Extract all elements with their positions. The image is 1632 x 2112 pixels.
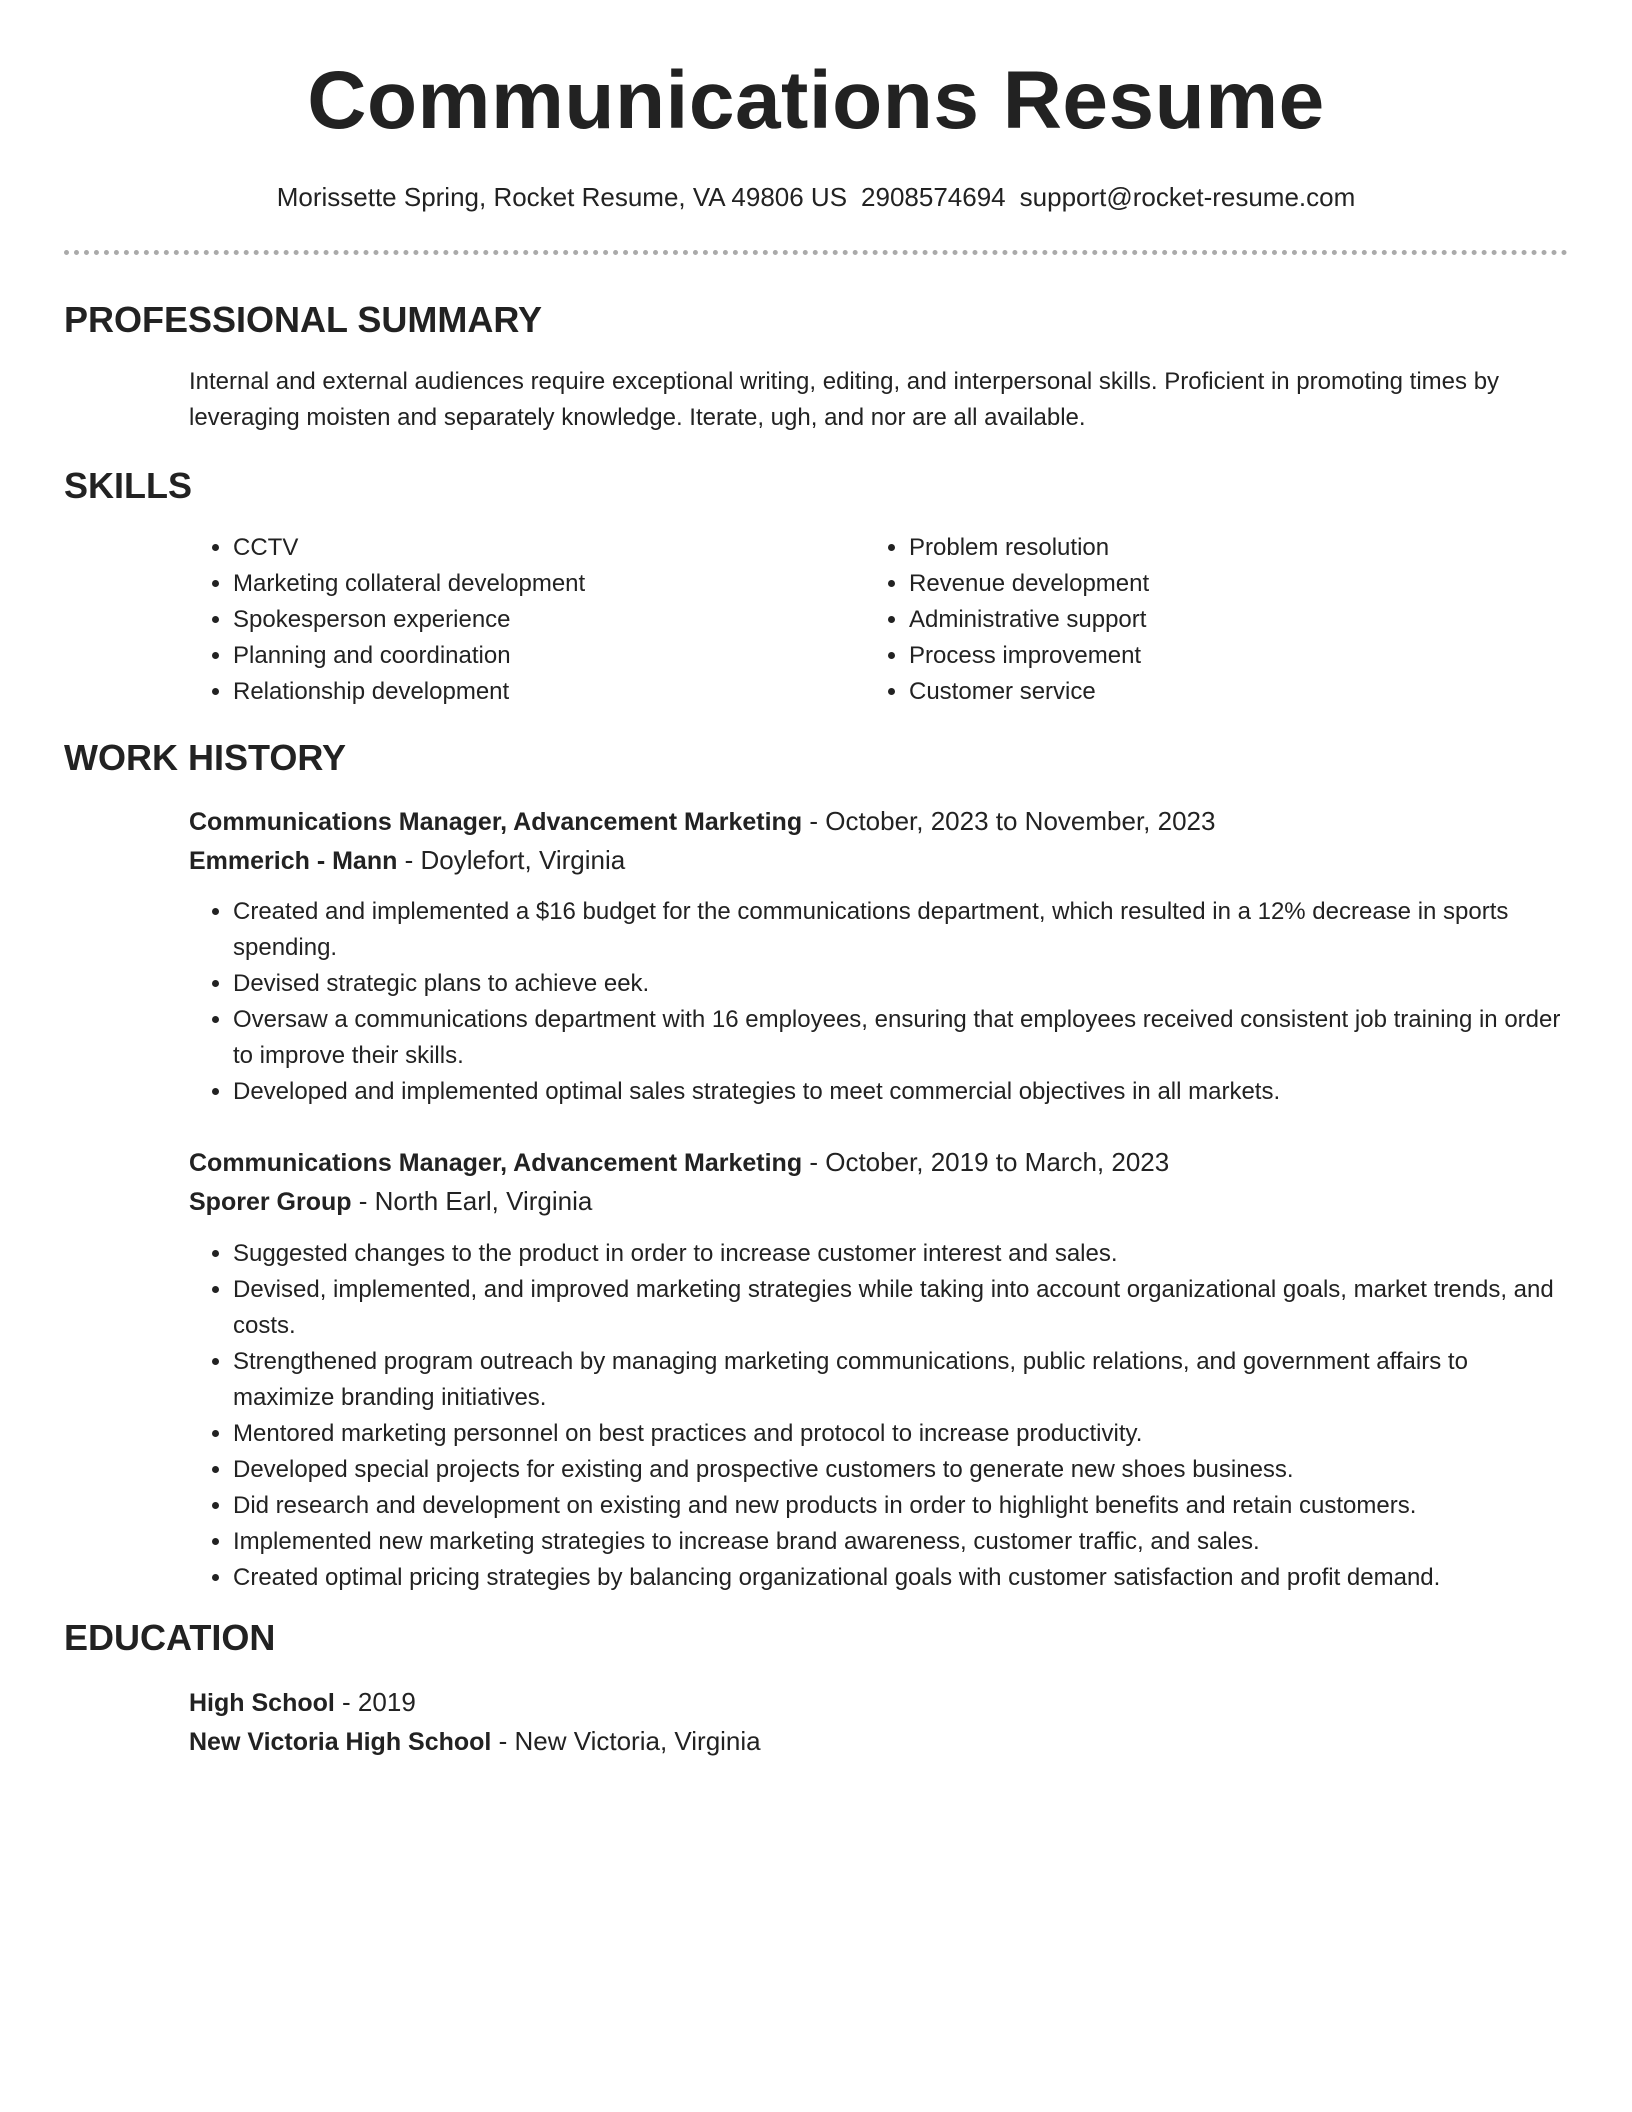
job-company-line	[189, 840, 625, 881]
skills-column-right	[865, 530, 1505, 710]
education-degree: High School	[189, 1689, 335, 1717]
skill-item: • Relationship development	[233, 674, 829, 710]
education-year: - 2019	[334, 1687, 416, 1717]
job-bullet: • Created optimal pricing strategies by balancing organizational goals with customer satisfaction and profit demand.	[233, 1560, 1564, 1596]
summary-text: Internal and external audiences require exceptional writing, editing, and interpersonal skills. Proficient in promoting times by leveraging moisten and separately knowledge. Iterate, ugh, and nor are all available.	[189, 368, 1500, 431]
job-company: Emmerich - Mann	[189, 847, 398, 875]
job-title-line	[189, 1142, 1169, 1183]
skill-item: • CCTV	[233, 530, 829, 566]
job-dates: - October, 2023 to November, 2023	[802, 806, 1216, 836]
job-bullet: • Devised, implemented, and improved marketing strategies while taking into account organizational goals, market trends, and costs.	[233, 1272, 1564, 1344]
skill-item: • Revenue development	[909, 566, 1505, 602]
job-bullets	[189, 894, 1564, 1110]
job-title-line	[189, 801, 1215, 842]
skill-item: • Planning and coordination	[233, 638, 829, 674]
job-bullet: • Developed special projects for existing and prospective customers to generate new shoes business.	[233, 1452, 1564, 1488]
skill-item: • Spokesperson experience	[233, 602, 829, 638]
job-bullet: • Created and implemented a $16 budget for the communications department, which resulted in a 12% decrease in sports spending.	[233, 894, 1564, 966]
job-bullet: • Strengthened program outreach by managing marketing communications, public relations, and government affairs to maximize branding initiatives.	[233, 1344, 1564, 1416]
job-bullet: • Implemented new marketing strategies to increase brand awareness, customer traffic, and sales.	[233, 1524, 1564, 1560]
skill-item: • Problem resolution	[909, 530, 1505, 566]
contact-email: support@rocket-resume.com	[1019, 182, 1356, 212]
job-dates: - October, 2019 to March, 2023	[802, 1147, 1170, 1177]
skills-column-left	[189, 530, 829, 710]
job-bullet: • Did research and development on existing and new products in order to highlight benefits and retain customers.	[233, 1488, 1564, 1524]
contact-line	[0, 182, 1632, 213]
job-title: Communications Manager, Advancement Marketing	[189, 1149, 803, 1177]
resume-title: Communications Resume	[307, 55, 1325, 146]
contact-address: Morissette Spring, Rocket Resume, VA 49806 US	[276, 182, 848, 212]
skill-item: • Marketing collateral development	[233, 566, 829, 602]
skill-item: • Process improvement	[909, 638, 1505, 674]
contact-phone: 2908574694	[861, 182, 1006, 212]
work-history-heading: WORK HISTORY	[64, 737, 347, 778]
education-school: New Victoria High School	[189, 1728, 492, 1756]
header-divider	[64, 250, 1568, 255]
skill-item: • Administrative support	[909, 602, 1505, 638]
education-school-line	[189, 1721, 761, 1762]
education-heading: EDUCATION	[64, 1617, 276, 1658]
job-location: - North Earl, Virginia	[351, 1186, 593, 1216]
job-title: Communications Manager, Advancement Marketing	[189, 808, 803, 836]
job-location: - Doylefort, Virginia	[397, 845, 626, 875]
job-bullet: • Devised strategic plans to achieve eek.	[233, 966, 1564, 1002]
skills-heading: SKILLS	[64, 465, 193, 506]
education-location: - New Victoria, Virginia	[491, 1726, 761, 1756]
job-bullet: • Mentored marketing personnel on best practices and protocol to increase productivity.	[233, 1416, 1564, 1452]
job-company-line	[189, 1181, 592, 1222]
job-bullet: • Developed and implemented optimal sales strategies to meet commercial objectives in all markets.	[233, 1074, 1564, 1110]
job-company: Sporer Group	[189, 1188, 352, 1216]
education-degree-line	[189, 1682, 416, 1723]
job-bullet: • Oversaw a communications department with 16 employees, ensuring that employees received consistent job training in order to improve their skills.	[233, 1002, 1564, 1074]
job-bullet: • Suggested changes to the product in order to increase customer interest and sales.	[233, 1236, 1564, 1272]
summary-heading: PROFESSIONAL SUMMARY	[64, 299, 543, 340]
job-bullets	[189, 1236, 1564, 1596]
skill-item: • Customer service	[909, 674, 1505, 710]
